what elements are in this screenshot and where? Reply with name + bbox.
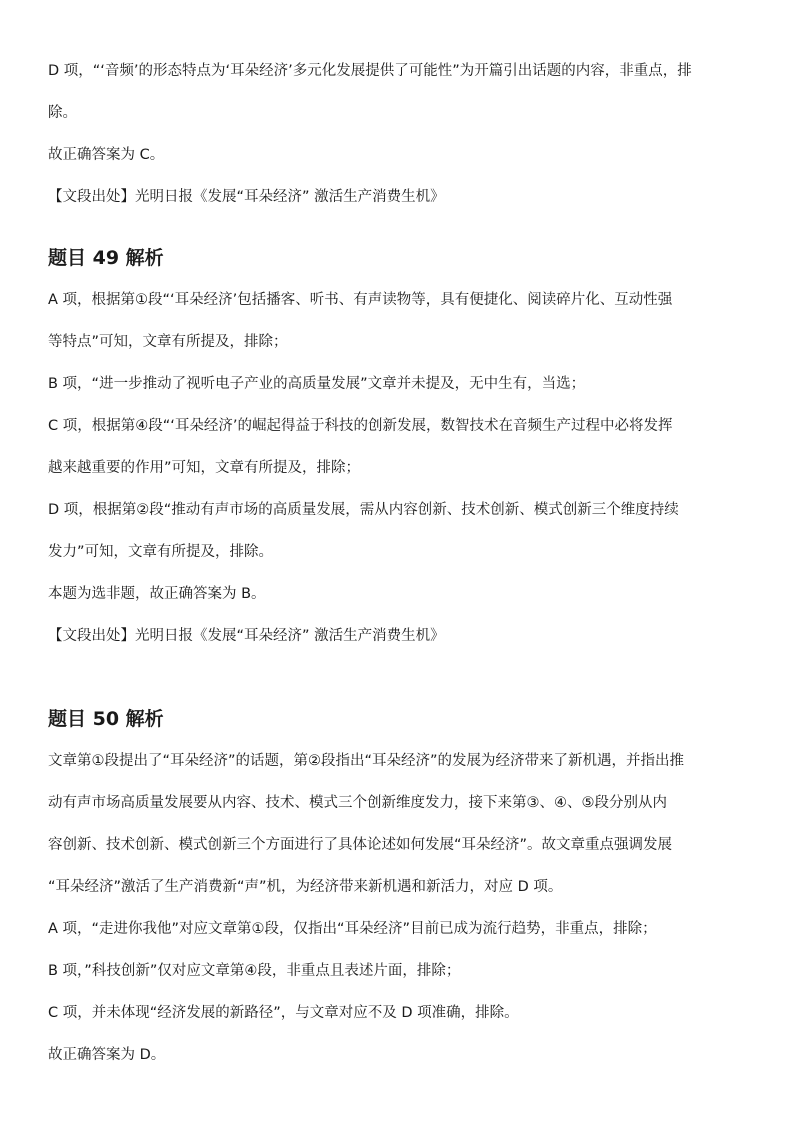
option-d-line-2: 除。 <box>48 105 77 121</box>
q49-title: 题目 49 解析 <box>48 247 164 269</box>
q50-title: 题目 50 解析 <box>48 708 164 730</box>
q49-section <box>48 237 758 657</box>
q50-option-c-line: C 项，并未体现“经济发展的新路径”，与文章对应不及 D 项准确，排除。 <box>48 1005 519 1021</box>
q50-intro-line-4: “耳朵经济”激活了生产消费新“声”机，为经济带来新机遇和新活力，对应 D 项。 <box>48 879 563 895</box>
q49-answer-line: 本题为选非题，故正确答案为 B。 <box>48 586 266 602</box>
q50-intro-line-2: 动有声市场高质量发展要从内容、技术、模式三个创新维度发力，接下来第③、④、⑤段分别从内 <box>48 795 667 811</box>
answer-line: 故正确答案为 C。 <box>48 147 165 163</box>
q49-option-c-line-2: 越来越重要的作用”可知，文章有所提及，排除； <box>48 460 361 476</box>
q49-option-d-line-1: D 项，根据第②段“推动有声市场的高质量发展，需从内容创新、技术创新、模式创新三个维度持续 <box>48 502 679 518</box>
q50-intro-line-1: 文章第①段提出了“耳朵经济”的话题，第②段指出“耳朵经济”的发展为经济带来了新机遇，并指出推 <box>48 753 685 769</box>
q49-source-line: 【文段出处】光明日报《发展“耳朵经济” 激活生产消费生机》 <box>48 628 445 644</box>
q49-option-b-line: B 项，“进一步推动了视听电子产业的高质量发展”文章并未提及，无中生有，当选； <box>48 376 586 392</box>
q49-option-a-line-1: A 项，根据第①段“‘耳朵经济’包括播客、听书、有声读物等，具有便捷化、阅读碎片化、互动性强 <box>48 292 673 308</box>
q50-option-a-line: A 项，“走进你我他”对应文章第①段，仅指出“耳朵经济”目前已成为流行趋势，非重点，排除； <box>48 921 657 937</box>
q50-section <box>48 698 758 1076</box>
q49-option-a-line-2: 等特点”可知，文章有所提及，排除； <box>48 334 288 350</box>
q49-option-d-line-2: 发力”可知，文章有所提及，排除。 <box>48 544 274 560</box>
q50-option-b-line: B 项，”科技创新”仅对应文章第④段，非重点且表述片面，排除； <box>48 963 461 979</box>
option-d-line-1: D 项，“‘音频’的形态特点为‘耳朵经济’多元化发展提供了可能性”为开篇引出话题的内容，非重点，排 <box>48 63 692 79</box>
q50-intro-line-3: 容创新、技术创新、模式创新三个方面进行了具体论述如何发展“耳朵经济”。故文章重点强调发展 <box>48 837 673 853</box>
source-line: 【文段出处】光明日报《发展“耳朵经济” 激活生产消费生机》 <box>48 189 445 205</box>
q50-answer-line: 故正确答案为 D。 <box>48 1047 166 1063</box>
q48-tail-section <box>48 50 758 218</box>
q49-option-c-line-1: C 项，根据第④段“‘耳朵经济’的崛起得益于科技的创新发展，数智技术在音频生产过程中必将发挥 <box>48 418 673 434</box>
